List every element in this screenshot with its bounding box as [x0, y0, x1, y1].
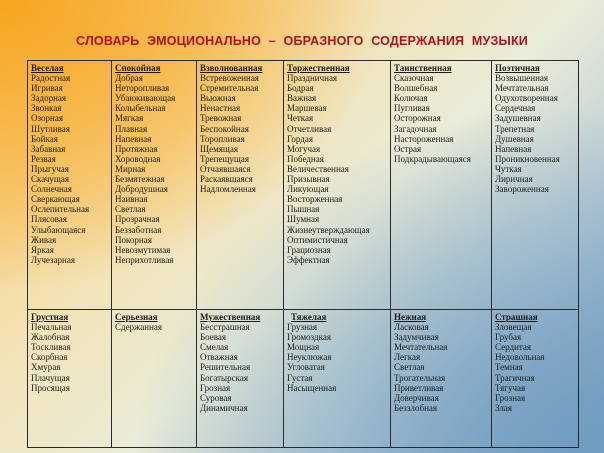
word-item: Задушевная: [495, 113, 541, 124]
category-heading: Торжественная: [287, 63, 350, 73]
category-heading: Поэтичная: [495, 63, 540, 73]
word-item: Тревожная: [200, 113, 242, 124]
category-heading: Страшная: [495, 312, 538, 322]
word-item: Трепещущая: [200, 153, 249, 164]
word-item: Угловатая: [287, 362, 325, 373]
category-heading: Тяжелая: [291, 312, 327, 322]
word-item: Резвая: [31, 153, 56, 164]
word-item: Решительная: [200, 362, 251, 373]
word-item: Мирная: [115, 163, 146, 174]
word-item: Проникновенная: [495, 153, 560, 164]
word-item: Отчетливая: [287, 123, 332, 134]
category-heading: Серьезная: [115, 312, 158, 322]
word-item: Надломленная: [200, 184, 256, 195]
word-item: Добродушная: [115, 184, 168, 195]
word-item: Загадочная: [394, 123, 437, 134]
category-heading: Взволнованная: [200, 63, 263, 73]
word-item: Праздничная: [287, 73, 338, 84]
category-heading: Нежная: [394, 312, 427, 322]
word-item: Бесстрашная: [200, 322, 250, 333]
word-item: Оптимистичная: [287, 234, 348, 245]
word-item: Забавная: [31, 143, 66, 154]
word-item: Подкрадывающаяся: [394, 153, 471, 164]
word-item: Неуклюжая: [287, 352, 332, 363]
word-item: Суровая: [200, 392, 232, 403]
word-item: Напевная: [115, 133, 152, 144]
word-item: Скорбная: [31, 352, 68, 363]
word-item: Недовольная: [495, 352, 545, 363]
word-item: Радостная: [31, 73, 71, 84]
word-item: Вьюжная: [200, 93, 236, 104]
word-item: Жалобная: [31, 332, 70, 343]
table-cell: [112, 61, 197, 310]
word-item: Возвышенная: [495, 73, 549, 84]
word-item: Бойкая: [31, 133, 58, 144]
category-heading: Таинственная: [394, 63, 452, 73]
word-item: Неторопливая: [115, 83, 170, 94]
word-item: Маршевая: [287, 103, 327, 114]
word-item: Невозмутимая: [115, 244, 171, 255]
table-cell: [197, 61, 284, 310]
word-item: Душевная: [495, 133, 534, 144]
table-cell: [197, 310, 284, 448]
word-item: Щемящая: [200, 143, 238, 154]
word-item: Добрая: [115, 73, 143, 84]
word-item: Призывная: [287, 174, 330, 185]
word-item: Гордая: [287, 133, 314, 144]
word-item: Мечтательная: [495, 83, 549, 94]
word-item: Громоздкая: [287, 332, 332, 343]
word-item: Тягучая: [495, 382, 526, 393]
word-item: Сверкающая: [31, 194, 80, 205]
word-item: Ослепительная: [31, 204, 90, 215]
word-item: Плачущая: [31, 372, 70, 383]
word-item: Бодрая: [287, 83, 314, 94]
word-item: Убаюкивающая: [115, 93, 176, 104]
word-item: Улыбающаяся: [31, 224, 86, 235]
word-item: Сердечная: [495, 103, 536, 114]
word-item: Раскаявшаяся: [200, 174, 253, 185]
table-cell: [28, 61, 112, 310]
word-item: Четкая: [287, 113, 314, 124]
word-item: Величественная: [287, 163, 349, 174]
word-item: Смелая: [200, 342, 229, 353]
word-item: Настороженная: [394, 133, 454, 144]
word-item: Злая: [495, 402, 513, 413]
word-item: Беззлобная: [394, 402, 438, 413]
word-item: Доверчивая: [394, 392, 439, 403]
word-item: Осторожная: [394, 113, 441, 124]
word-item: Зловещая: [495, 322, 532, 333]
word-item: Озорная: [31, 113, 63, 124]
word-item: Беспокойная: [200, 123, 249, 134]
word-item: Напевная: [495, 143, 532, 154]
table-cell: [112, 310, 197, 448]
word-item: Ласковая: [394, 322, 429, 333]
word-item: Темная: [495, 362, 523, 373]
table-cell: [28, 310, 112, 448]
word-item: Беззаботная: [115, 224, 162, 235]
word-item: Встревоженная: [200, 73, 259, 84]
table-row: [28, 61, 579, 310]
word-item: Живая: [31, 234, 57, 245]
word-item: Сдержанная: [115, 322, 163, 333]
word-item: Пышная: [287, 204, 320, 215]
word-item: Грузная: [287, 322, 318, 333]
word-item: Чуткая: [495, 163, 522, 174]
word-item: Колыбельная: [115, 103, 166, 114]
word-item: Грозная: [495, 392, 526, 403]
table-cell: [492, 310, 579, 448]
word-item: Эффектная: [287, 254, 330, 265]
table-cell: [284, 310, 391, 448]
word-item: Легкая: [394, 352, 421, 363]
word-item: Лучезарная: [31, 254, 76, 265]
word-item: Одухотворенная: [495, 93, 558, 104]
word-item: Игривая: [31, 83, 63, 94]
word-item: Динамичная: [200, 402, 248, 413]
table-row: [28, 310, 579, 448]
word-item: Трогательная: [394, 372, 446, 383]
word-item: Светлая: [394, 362, 425, 373]
category-heading: Мужественная: [200, 312, 261, 322]
word-item: Трепетная: [495, 123, 535, 134]
word-item: Хмурая: [31, 362, 61, 373]
category-heading: Спокойная: [115, 63, 161, 73]
word-item: Богатырская: [200, 372, 248, 383]
word-item: Наивная: [115, 194, 148, 205]
word-item: Неприхотливая: [115, 254, 174, 265]
word-item: Плясовая: [31, 214, 67, 225]
word-item: Стремительная: [200, 83, 259, 94]
word-item: Ликующая: [287, 184, 329, 195]
word-item: Звонкая: [31, 103, 62, 114]
word-item: Трагичная: [495, 372, 535, 383]
word-item: Боевая: [200, 332, 227, 343]
word-item: Завороженная: [495, 184, 549, 195]
word-item: Приветливая: [394, 382, 444, 393]
word-item: Шутливая: [31, 123, 70, 134]
word-item: Безмятежная: [115, 174, 165, 185]
word-item: Лиричная: [495, 174, 533, 185]
word-item: Прыгучая: [31, 163, 69, 174]
word-item: Задумчивая: [394, 332, 439, 343]
word-item: Сказочная: [394, 73, 434, 84]
word-item: Острая: [394, 143, 422, 154]
word-item: Плавная: [115, 123, 148, 134]
word-item: Грациозная: [287, 244, 331, 255]
table-cell: [492, 61, 579, 310]
word-item: Мощная: [287, 342, 320, 353]
word-item: Солнечная: [31, 184, 72, 195]
word-item: Протяжная: [115, 143, 158, 154]
word-item: Покорная: [115, 234, 152, 245]
word-item: Тоскливая: [31, 342, 71, 353]
word-item: Мечтательная: [394, 342, 448, 353]
word-item: Жизнеутверждающая: [287, 224, 370, 235]
word-item: Яркая: [31, 244, 54, 255]
word-item: Отважная: [200, 352, 238, 363]
word-item: Мягкая: [115, 113, 144, 124]
word-item: Могучая: [287, 143, 321, 154]
word-item: Восторженная: [287, 194, 343, 205]
word-item: Задорная: [31, 93, 67, 104]
word-item: Победная: [287, 153, 324, 164]
word-item: Торопливая: [200, 133, 245, 144]
word-item: Густая: [287, 372, 313, 383]
word-item: Сердитая: [495, 342, 532, 353]
word-item: Колючая: [394, 93, 428, 104]
word-item: Прозрачная: [115, 214, 160, 225]
word-item: Отчаявшаяся: [200, 163, 251, 174]
word-item: Ненастная: [200, 103, 241, 114]
page-title: СЛОВАРЬ ЭМОЦИОНАЛЬНО – ОБРАЗНОГО СОДЕРЖАНИЯ МУЗЫКИ: [76, 34, 528, 48]
word-item: Печальная: [31, 322, 72, 333]
table-cell: [284, 61, 391, 310]
word-item: Насыщенная: [287, 382, 337, 393]
table-cell: [391, 61, 492, 310]
word-item: Просящая: [31, 382, 70, 393]
emotion-dictionary-table: [27, 60, 579, 448]
word-item: Волшебная: [394, 83, 438, 94]
word-item: Грозная: [200, 382, 231, 393]
word-item: Хороводная: [115, 153, 161, 164]
category-heading: Веселая: [31, 63, 64, 73]
word-item: Пугливая: [394, 103, 430, 114]
word-item: Светлая: [115, 204, 146, 215]
word-item: Шумная: [287, 214, 320, 225]
word-item: Грубая: [495, 332, 522, 343]
word-item: Важная: [287, 93, 317, 104]
word-item: Скачущая: [31, 174, 69, 185]
table-cell: [391, 310, 492, 448]
category-heading: Грустная: [31, 312, 69, 322]
